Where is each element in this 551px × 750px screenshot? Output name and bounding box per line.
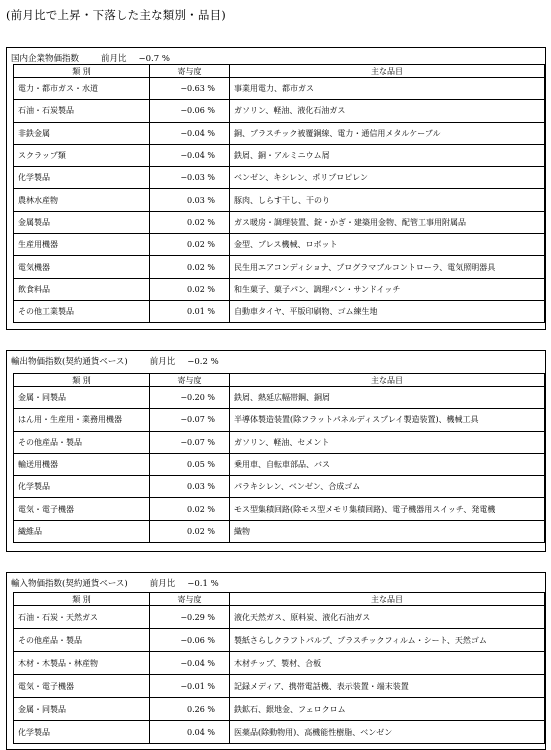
- panel-change-label: 前月比: [149, 579, 176, 589]
- items-cell: モス型集積回路(除モス型メモリ集積回路)、電子機器用スイッチ、発電機: [230, 498, 545, 520]
- table-row: [14, 453, 545, 475]
- contribution-cell: 0.03 %: [150, 189, 230, 211]
- items-cell: 金型、プレス機械、ロボット: [230, 234, 545, 256]
- category-cell: 電気機器: [14, 256, 150, 278]
- header-category: 類 別: [14, 593, 150, 606]
- panel-change-value: −0.7 %: [138, 54, 170, 64]
- contribution-cell: −0.29 %: [150, 606, 230, 629]
- items-cell: 自動車タイヤ、平版印刷物、ゴム練生地: [230, 300, 545, 322]
- items-cell: 織物: [230, 520, 545, 542]
- category-cell: その他産品・製品: [14, 629, 150, 652]
- contribution-cell: 0.01 %: [150, 300, 230, 322]
- panel-title: [11, 355, 219, 367]
- panel-change-value: −0.2 %: [187, 357, 219, 367]
- category-cell: その他産品・製品: [14, 431, 150, 453]
- panel-change-value: −0.1 %: [187, 579, 219, 589]
- table-row: [14, 721, 545, 744]
- category-cell: 化学製品: [14, 167, 150, 189]
- table-row: [14, 211, 545, 233]
- contribution-cell: 0.02 %: [150, 520, 230, 542]
- items-cell: 半導体製造装置(除フラットパネルディスプレイ製造装置)、機械工具: [230, 409, 545, 431]
- items-cell: パラキシレン、ベンゼン、合成ゴム: [230, 476, 545, 498]
- contribution-cell: −0.06 %: [150, 629, 230, 652]
- table-row: [14, 78, 545, 100]
- table-row: [14, 300, 545, 322]
- table-row: [14, 652, 545, 675]
- items-cell: ガス暖房・調理装置、錠・かぎ・建築用金物、配管工事用附属品: [230, 211, 545, 233]
- table-row: [14, 629, 545, 652]
- items-cell: 豚肉、しらす干し、干のり: [230, 189, 545, 211]
- table-row: [14, 498, 545, 520]
- contribution-cell: −0.04 %: [150, 144, 230, 166]
- category-cell: 金属・同製品: [14, 698, 150, 721]
- category-cell: 金属・同製品: [14, 387, 150, 409]
- category-cell: 石油・石炭・天然ガス: [14, 606, 150, 629]
- category-table: [13, 592, 545, 744]
- items-cell: ガソリン、軽油、液化石油ガス: [230, 100, 545, 122]
- table-row: [14, 278, 545, 300]
- contribution-cell: −0.06 %: [150, 100, 230, 122]
- panel-change-label: 前月比: [149, 357, 176, 367]
- category-cell: 非鉄金属: [14, 122, 150, 144]
- category-cell: 金属製品: [14, 211, 150, 233]
- items-cell: 鉄屑、銅・アルミニウム屑: [230, 144, 545, 166]
- contribution-cell: 0.02 %: [150, 211, 230, 233]
- header-contribution: 寄与度: [150, 374, 230, 387]
- category-cell: その他工業製品: [14, 300, 150, 322]
- index-panel: [6, 350, 546, 552]
- contribution-cell: 0.03 %: [150, 476, 230, 498]
- panel-title: [11, 52, 170, 64]
- panel-title: [11, 577, 219, 589]
- items-cell: 医薬品(除動物用)、高機能性樹脂、ベンゼン: [230, 721, 545, 744]
- table-row: [14, 409, 545, 431]
- table-row: [14, 189, 545, 211]
- header-contribution: 寄与度: [150, 593, 230, 606]
- table-row: [14, 100, 545, 122]
- category-table: [13, 373, 545, 543]
- header-contribution: 寄与度: [150, 65, 230, 78]
- page-heading: (前月比で上昇・下落した主な類別・品目): [6, 8, 226, 22]
- category-table: [13, 64, 545, 323]
- table-row: [14, 167, 545, 189]
- category-cell: 電気・電子機器: [14, 675, 150, 698]
- category-cell: 石油・石炭製品: [14, 100, 150, 122]
- contribution-cell: 0.02 %: [150, 498, 230, 520]
- header-items: 主な品目: [230, 593, 545, 606]
- contribution-cell: −0.63 %: [150, 78, 230, 100]
- items-cell: ガソリン、軽油、セメント: [230, 431, 545, 453]
- contribution-cell: 0.02 %: [150, 234, 230, 256]
- category-cell: 木材・木製品・林産物: [14, 652, 150, 675]
- contribution-cell: 0.02 %: [150, 256, 230, 278]
- category-cell: スクラップ類: [14, 144, 150, 166]
- items-cell: ベンゼン、キシレン、ポリプロピレン: [230, 167, 545, 189]
- panel-label: 輸入物価指数(契約通貨ベース): [11, 579, 128, 589]
- category-cell: 飲食料品: [14, 278, 150, 300]
- category-cell: はん用・生産用・業務用機器: [14, 409, 150, 431]
- items-cell: 和生菓子、菓子パン、調理パン・サンドイッチ: [230, 278, 545, 300]
- table-row: [14, 675, 545, 698]
- table-row: [14, 122, 545, 144]
- category-cell: 繊維品: [14, 520, 150, 542]
- items-cell: 事業用電力、都市ガス: [230, 78, 545, 100]
- index-panel: [6, 47, 546, 330]
- contribution-cell: −0.07 %: [150, 409, 230, 431]
- category-cell: 化学製品: [14, 721, 150, 744]
- category-cell: 電気・電子機器: [14, 498, 150, 520]
- table-row: [14, 387, 545, 409]
- table-header-row: [14, 593, 545, 606]
- items-cell: 記録メディア、携帯電話機、表示装置・端末装置: [230, 675, 545, 698]
- table-header-row: [14, 65, 545, 78]
- items-cell: 木材チップ、製材、合板: [230, 652, 545, 675]
- contribution-cell: −0.20 %: [150, 387, 230, 409]
- items-cell: 製紙さらしクラフトパルプ、プラスチックフィルム・シート、天然ゴム: [230, 629, 545, 652]
- table-row: [14, 431, 545, 453]
- contribution-cell: 0.04 %: [150, 721, 230, 744]
- table-header-row: [14, 374, 545, 387]
- contribution-cell: −0.07 %: [150, 431, 230, 453]
- category-cell: 生産用機器: [14, 234, 150, 256]
- table-row: [14, 606, 545, 629]
- index-panel: [6, 572, 546, 750]
- category-cell: 農林水産物: [14, 189, 150, 211]
- items-cell: 液化天然ガス、原料炭、液化石油ガス: [230, 606, 545, 629]
- items-cell: 鉄屑、熱延広幅帯鋼、銅屑: [230, 387, 545, 409]
- contribution-cell: −0.03 %: [150, 167, 230, 189]
- category-cell: 輸送用機器: [14, 453, 150, 475]
- category-cell: 電力・都市ガス・水道: [14, 78, 150, 100]
- panel-label: 輸出物価指数(契約通貨ベース): [11, 357, 128, 367]
- contribution-cell: −0.01 %: [150, 675, 230, 698]
- table-row: [14, 256, 545, 278]
- contribution-cell: 0.05 %: [150, 453, 230, 475]
- table-row: [14, 520, 545, 542]
- items-cell: 乗用車、自転車部品、バス: [230, 453, 545, 475]
- contribution-cell: 0.02 %: [150, 278, 230, 300]
- contribution-cell: 0.26 %: [150, 698, 230, 721]
- items-cell: 鉄鉱石、銀地金、フェロクロム: [230, 698, 545, 721]
- header-category: 類 別: [14, 374, 150, 387]
- items-cell: 銅、プラスチック被覆銅線、電力・通信用メタルケーブル: [230, 122, 545, 144]
- header-items: 主な品目: [230, 374, 545, 387]
- table-row: [14, 698, 545, 721]
- table-row: [14, 234, 545, 256]
- contribution-cell: −0.04 %: [150, 122, 230, 144]
- contribution-cell: −0.04 %: [150, 652, 230, 675]
- table-row: [14, 144, 545, 166]
- panel-label: 国内企業物価指数: [11, 54, 80, 64]
- items-cell: 民生用エアコンディショナ、プログラマブルコントローラ、電気照明器具: [230, 256, 545, 278]
- panel-change-label: 前月比: [101, 54, 127, 64]
- table-row: [14, 476, 545, 498]
- header-items: 主な品目: [230, 65, 545, 78]
- category-cell: 化学製品: [14, 476, 150, 498]
- header-category: 類 別: [14, 65, 150, 78]
